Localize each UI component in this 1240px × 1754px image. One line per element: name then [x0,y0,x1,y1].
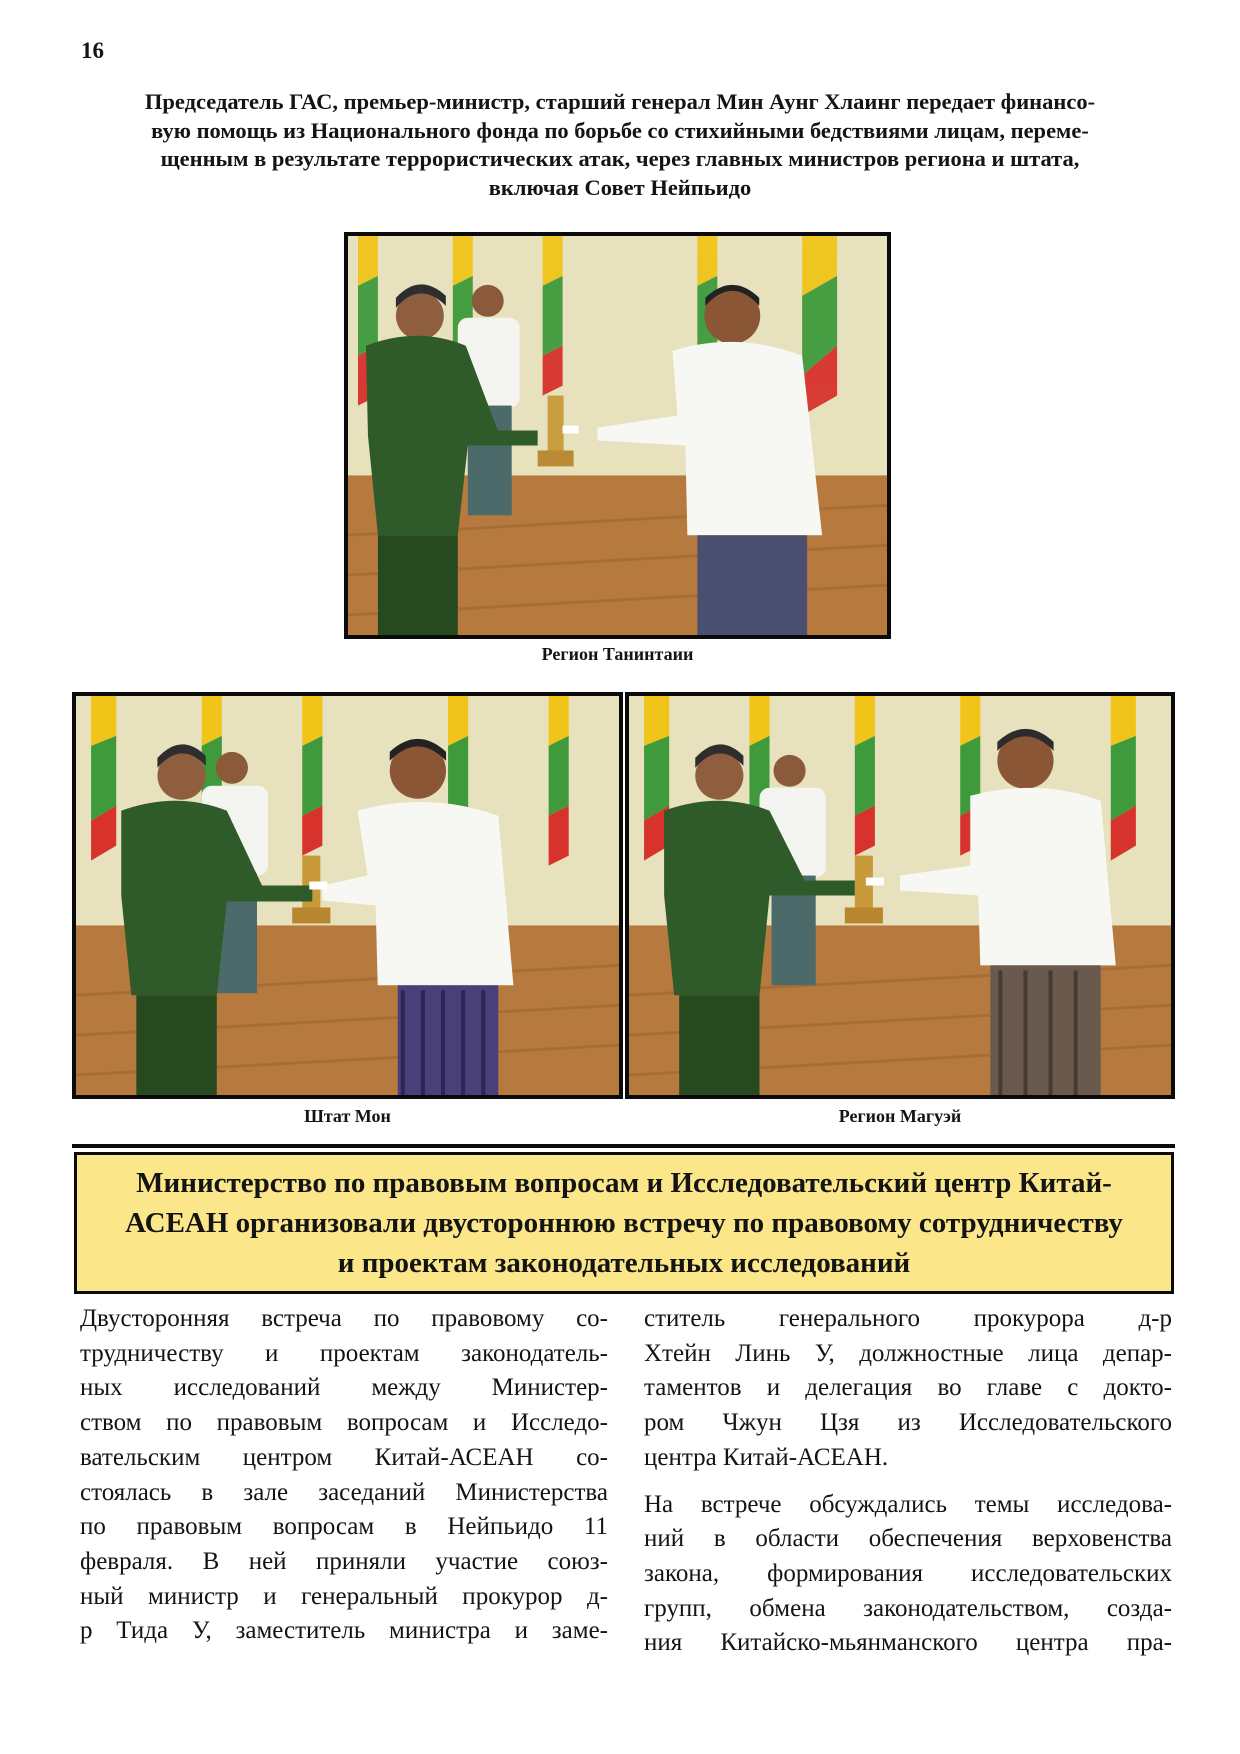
body-line: Хтейн Линь У, должностные лица депар- [644,1339,1172,1367]
headline-line: вую помощь из Национального фонда по борьбе со стихийными бедствиями лицам, переме- [151,117,1089,143]
body-line: февраля. В ней приняли участие союз- [80,1547,608,1575]
photo-handover-magway [625,692,1175,1099]
body-line: ния Китайско-мьянманского центра пра- [644,1629,1172,1657]
page-number: 16 [81,38,104,63]
body-line: таментов и делегация во главе с докто- [644,1374,1172,1402]
body-line: ный министр и генеральный прокурор д- [80,1582,608,1610]
body-line: вательским центром Китай-АСЕАН со- [80,1443,608,1471]
body-line: На встрече обсуждались темы исследова- [644,1490,1172,1518]
body-line: ститель генерального прокурора д-р [644,1305,1172,1332]
body-line: стоялась в зале заседаний Министерства [80,1478,608,1506]
article-title-line: и проектам законодательных исследований [337,1247,911,1279]
body-line: Двусторонняя встреча по правовому со- [80,1305,608,1332]
body-line: групп, обмена законодательством, созда- [644,1594,1172,1622]
photo-illustration [76,696,619,1095]
article-title-line: Министерство по правовым вопросам и Исследовательский центр Китай- [136,1167,1112,1199]
photo-caption: Регион Магуэй [838,1106,962,1126]
body-line: ных исследований между Министер- [80,1374,608,1402]
headline-line: включая Совет Нейпьидо [488,174,752,200]
body-line: центра Китай-АСЕАН. [644,1443,889,1471]
photo-handover-tanintharyi [344,232,891,639]
body-line: ством по правовым вопросам и Исследо- [80,1409,608,1437]
photo-handover-mon [72,692,623,1099]
section-divider [72,1144,1175,1148]
article-column-right [644,1302,1172,1661]
body-line: ром Чжун Цзя из Исследовательского [644,1409,1172,1437]
body-line: ний в области обеспечения верховенства [644,1525,1172,1553]
photo-illustration [348,236,887,635]
body-line: по правовым вопросам в Нейпьидо 11 [80,1513,608,1541]
paragraph-gap [644,1476,1172,1488]
headline [80,88,1160,202]
headline-line: Председатель ГАС, премьер-министр, старший генерал Мин Аунг Хлаинг передает финансо- [144,89,1096,114]
body-line: трудничеству и проектам законодатель- [80,1339,608,1367]
body-line: р Тида У, заместитель министра и заме- [80,1617,608,1645]
photo-caption: Штат Мон [304,1106,391,1126]
photo-caption: Регион Танинтаии [541,644,694,664]
photo-illustration [629,696,1171,1095]
article-title-box [74,1152,1174,1294]
headline-line: щенным в результате террористических атак, через главных министров региона и штата, [160,146,1080,171]
body-line: закона, формирования исследовательских [644,1559,1172,1587]
article-column-left [80,1302,608,1649]
article-title-line: АСЕАН организовали двустороннюю встречу по правовому сотрудничеству [125,1207,1123,1239]
